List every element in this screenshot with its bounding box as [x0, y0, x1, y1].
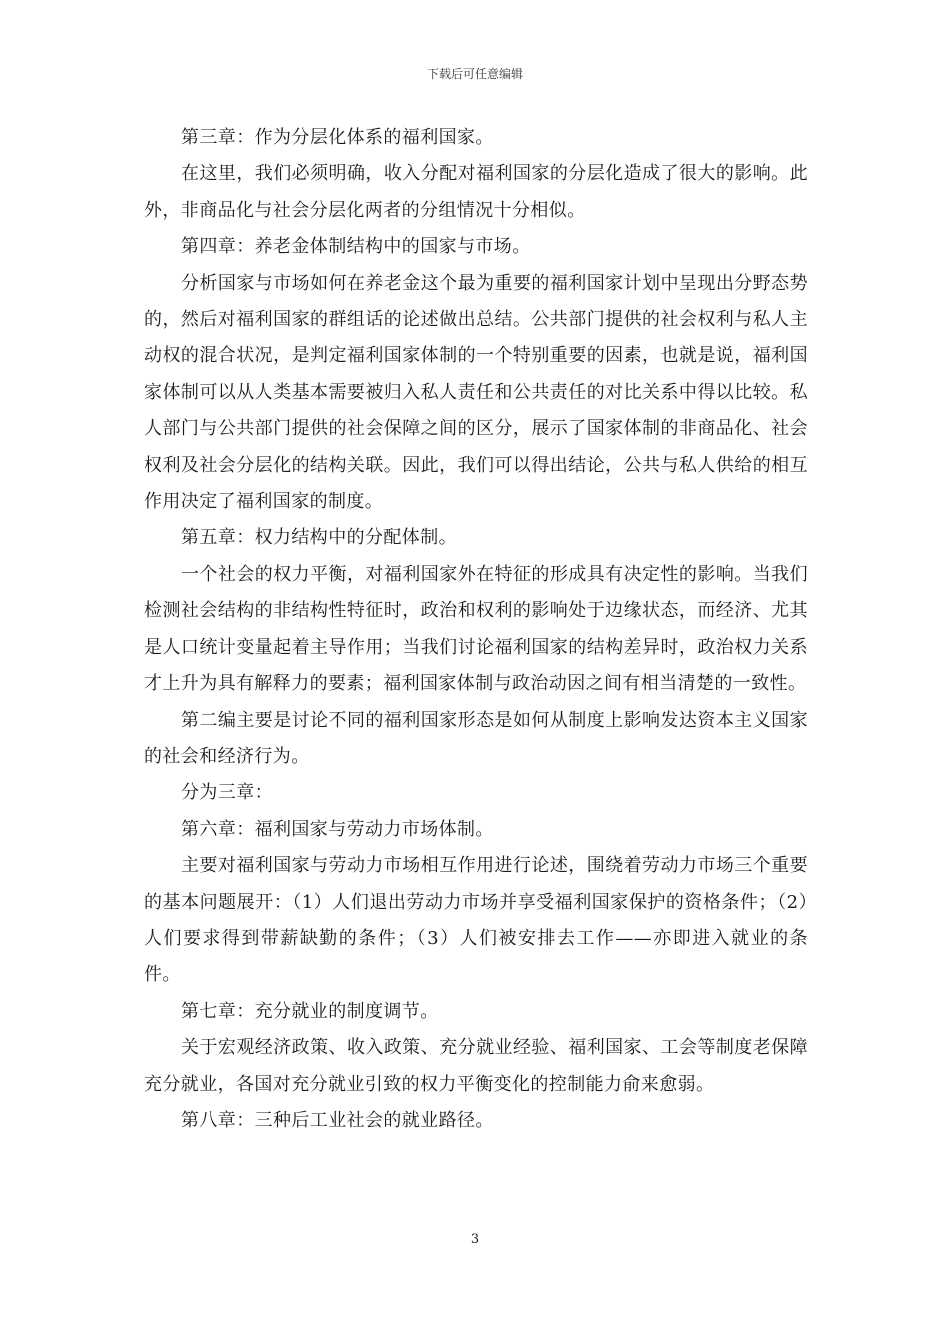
document-body — [144, 120, 808, 1139]
page-number: 3 — [470, 1232, 480, 1247]
chapter-7-summary: 关于宏观经济政策、收入政策、充分就业经验、福利国家、工会等制度老保障充分就业，各国对充分就业引致的权力平衡变化的控制能力俞来愈弱。 — [144, 1037, 808, 1095]
chapter-7-heading: 第七章：充分就业的制度调节。 — [181, 1000, 439, 1022]
chapter-8-heading: 第八章：三种后工业社会的就业路径。 — [181, 1109, 494, 1131]
chapter-3-heading: 第三章：作为分层化体系的福利国家。 — [181, 127, 494, 148]
chapter-6-summary: 主要对福利国家与劳动力市场相互作用进行论述，围绕着劳动力市场三个重要的基本问题展开：（1）人们退出劳动力市场并享受福利国家保护的资格条件；（2）人们要求得到带薪缺勤的条件；（3）人们被安排去工作——亦即进入就业的条件。 — [144, 855, 808, 986]
chapter-5-summary: 一个社会的权力平衡，对福利国家外在特征的形成具有决定性的影响。当我们检测社会结构的非结构性特征时，政治和权利的影响处于边缘状态，而经济、尤其是人口统计变量起着主导作用；当我们讨论福利国家的结构差异时，政治权力关系才上升为具有解释力的要素；福利国家体制与政治动因之间有相当清楚的一致性。 — [144, 563, 808, 695]
part-2-intro: 第二编主要是讨论不同的福利国家形态是如何从制度上影响发达资本主义国家的社会和经济行为。 — [144, 709, 808, 767]
chapter-4-summary: 分析国家与市场如何在养老金这个最为重要的福利国家计划中呈现出分野态势的，然后对福利国家的群组话的论述做出总结。公共部门提供的社会权利与私人主动权的混合状况，是判定福利国家体制的一个特别重要的因素，也就是说，福利国家体制可以从人类基本需要被归入私人责任和公共责任的对比关系中得以比较。私人部门与公共部门提供的社会保障之间的区分，展示了国家体制的非商品化、社会权利及社会分层化的结构关联。因此，我们可以得出结论，公共与私人供给的相互作用决定了福利国家的制度。 — [144, 272, 808, 513]
chapter-5-heading: 第五章：权力结构中的分配体制。 — [181, 527, 457, 549]
part-2-chapter-count: 分为三章： — [181, 782, 273, 804]
page-header: 下载后可任意编辑 — [426, 67, 523, 81]
chapter-3-summary: 在这里，我们必须明确，收入分配对福利国家的分层化造成了很大的影响。此外，非商品化与社会分层化两者的分组情况十分相似。 — [144, 163, 808, 221]
chapter-6-heading: 第六章：福利国家与劳动力市场体制。 — [181, 818, 494, 840]
chapter-4-heading: 第四章：养老金体制结构中的国家与市场。 — [181, 236, 531, 258]
